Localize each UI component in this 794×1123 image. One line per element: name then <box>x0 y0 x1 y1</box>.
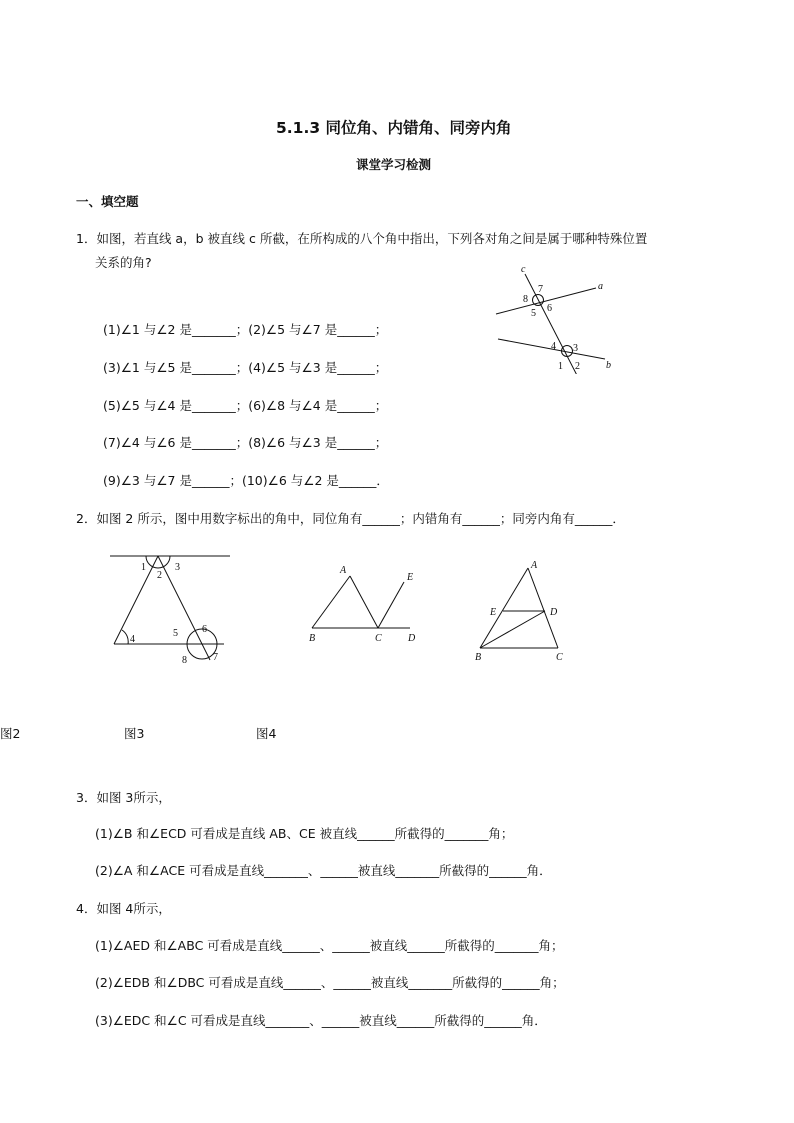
q4-item: (1)∠AED 和∠ABC 可看成是直线______、______被直线______所截得的_______角； <box>95 938 564 953</box>
q1-item: (1)∠1 与∠2 是_______；(2)∠5 与∠7 是______； <box>103 322 388 337</box>
line-b-label: b <box>606 360 611 371</box>
fig4-label-C: C <box>556 652 563 663</box>
line-c-label: c <box>521 264 526 275</box>
angle-4-label: 4 <box>551 341 556 352</box>
fig2-angle-5: 5 <box>173 628 178 639</box>
q1-stem-line2: 关系的角? <box>95 255 152 270</box>
page-title: 5.1.3 同位角、内错角、同旁内角 <box>276 119 512 137</box>
fig4-label-A: A <box>531 560 538 571</box>
fig2-angle-2: 2 <box>157 570 162 581</box>
angle-1-label: 1 <box>558 361 563 372</box>
fig2-angle-4: 4 <box>130 634 135 645</box>
caption-figure-2: 图2 <box>0 726 21 741</box>
angle-7-label: 7 <box>538 284 543 295</box>
q3-item: (1)∠B 和∠ECD 可看成是直线 AB、CE 被直线______所截得的_______角； <box>95 826 514 841</box>
fig3-label-D: D <box>408 633 416 644</box>
fig2-angle-6: 6 <box>202 624 207 635</box>
caption-figure-4: 图4 <box>256 726 277 741</box>
q1-item: (3)∠1 与∠5 是_______；(4)∠5 与∠3 是______； <box>103 360 388 375</box>
fig2-angle-7: 7 <box>213 652 218 663</box>
angle-8-label: 8 <box>523 294 528 305</box>
q2-stem: 2．如图 2 所示，图中用数字标出的角中，同位角有______；内错角有______；同旁内角有______． <box>76 511 625 526</box>
q3-item: (2)∠A 和∠ACE 可看成是直线_______、______被直线_______所截得的______角． <box>95 863 552 878</box>
q1-stem-line1: 1．如图，若直线 a，b 被直线 c 所截，在所构成的八个角中指出，下列各对角之间是属于哪种特殊位置 <box>76 231 648 246</box>
fig4-label-B: B <box>475 652 482 663</box>
fig2-angle-8: 8 <box>182 655 187 666</box>
angle-3-label: 3 <box>573 343 578 354</box>
fig3-label-C: C <box>375 633 382 644</box>
fig3-label-E: E <box>407 572 414 583</box>
fig3-label-A: A <box>340 565 347 576</box>
q4-stem: 4．如图 4所示， <box>76 901 171 916</box>
fig4-label-D: D <box>550 607 558 618</box>
figure-3 <box>304 560 424 644</box>
figure-2 <box>106 548 230 666</box>
q1-transversal-figure <box>492 262 622 374</box>
line-a-label: a <box>598 281 603 292</box>
fig2-angle-3: 3 <box>175 562 180 573</box>
angle-2-label: 2 <box>575 361 580 372</box>
angle-5-label: 5 <box>531 308 536 319</box>
fig3-label-B: B <box>309 633 316 644</box>
fig2-angle-1: 1 <box>141 562 146 573</box>
q1-item: (5)∠5 与∠4 是_______；(6)∠8 与∠4 是______； <box>103 398 388 413</box>
q1-item: (7)∠4 与∠6 是_______；(8)∠6 与∠3 是______； <box>103 435 388 450</box>
fig4-label-E: E <box>490 607 497 618</box>
caption-figure-3: 图3 <box>124 726 145 741</box>
section-heading: 一、填空题 <box>76 194 139 209</box>
page-subtitle: 课堂学习检测 <box>356 157 432 172</box>
q4-item: (3)∠EDC 和∠C 可看成是直线_______、______被直线______所截得的______角． <box>95 1013 547 1028</box>
figure-4 <box>470 558 580 664</box>
q3-stem: 3．如图 3所示， <box>76 790 171 805</box>
angle-6-label: 6 <box>547 303 552 314</box>
q1-item: (9)∠3 与∠7 是______；(10)∠6 与∠2 是______． <box>103 473 389 488</box>
q4-item: (2)∠EDB 和∠DBC 可看成是直线______、______被直线_______所截得的______角； <box>95 975 565 990</box>
